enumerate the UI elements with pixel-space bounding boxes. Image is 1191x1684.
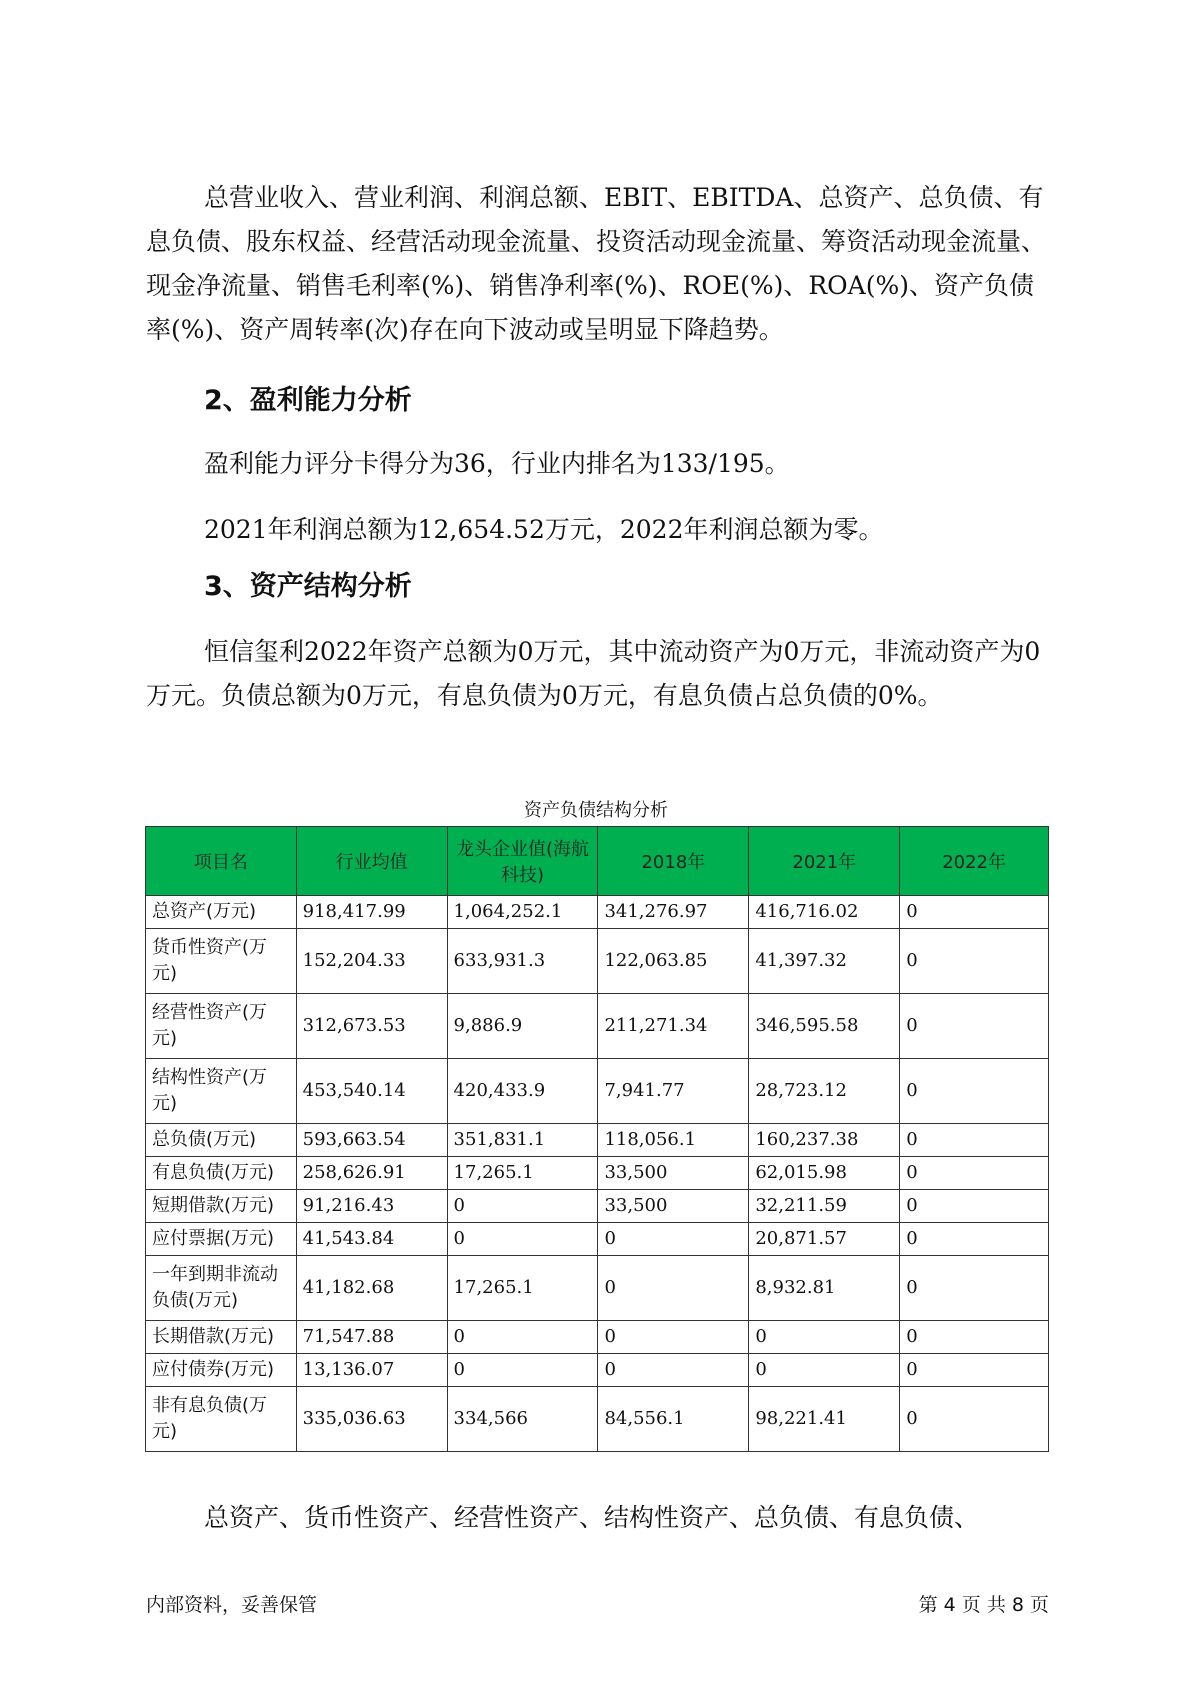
cell-value: 7,941.77 [598, 1059, 749, 1124]
row-label: 应付债券(万元) [146, 1354, 297, 1387]
table-row [146, 1354, 1049, 1387]
footer-page-number: 第 4 页 共 8 页 [918, 1594, 1049, 1616]
table-row [146, 1223, 1049, 1256]
cell-value: 918,417.99 [296, 896, 447, 929]
header-2018: 2018年 [598, 827, 749, 896]
cell-value: 33,500 [598, 1190, 749, 1223]
table-row [146, 1387, 1049, 1452]
table-row [146, 1157, 1049, 1190]
cell-value: 0 [900, 994, 1049, 1059]
cell-value: 0 [900, 1157, 1049, 1190]
cell-value: 152,204.33 [296, 929, 447, 994]
cell-value: 122,063.85 [598, 929, 749, 994]
cell-value: 341,276.97 [598, 896, 749, 929]
row-label: 一年到期非流动负债(万元) [146, 1256, 297, 1321]
section2-heading: 2、盈利能力分析 [204, 385, 412, 416]
cell-value: 0 [900, 1190, 1049, 1223]
cell-value: 160,237.38 [749, 1124, 900, 1157]
row-label: 应付票据(万元) [146, 1223, 297, 1256]
header-2021: 2021年 [749, 827, 900, 896]
cell-value: 0 [900, 929, 1049, 994]
table-row [146, 1059, 1049, 1124]
row-label: 有息负债(万元) [146, 1157, 297, 1190]
cell-value: 91,216.43 [296, 1190, 447, 1223]
cell-value: 62,015.98 [749, 1157, 900, 1190]
cell-value: 0 [900, 1124, 1049, 1157]
cell-value: 0 [749, 1354, 900, 1387]
cell-value: 0 [447, 1190, 598, 1223]
row-label: 总资产(万元) [146, 896, 297, 929]
cell-value: 0 [900, 1387, 1049, 1452]
cell-value: 0 [900, 1223, 1049, 1256]
cell-value: 17,265.1 [447, 1256, 598, 1321]
cell-value: 41,182.68 [296, 1256, 447, 1321]
cell-value: 0 [447, 1354, 598, 1387]
cell-value: 416,716.02 [749, 896, 900, 929]
asset-structure-text: 恒信玺利2022年资产总额为0万元，其中流动资产为0万元，非流动资产为0万元。负债总额为0万元，有息负债为0万元，有息负债占总负债的0%。 [146, 637, 1041, 710]
header-2022: 2022年 [900, 827, 1049, 896]
row-label: 结构性资产(万元) [146, 1059, 297, 1124]
cell-value: 0 [749, 1321, 900, 1354]
table-row [146, 994, 1049, 1059]
cell-value: 335,036.63 [296, 1387, 447, 1452]
cell-value: 312,673.53 [296, 994, 447, 1059]
footer-confidential-note: 内部资料，妥善保管 [146, 1594, 318, 1616]
table-row [146, 1190, 1049, 1223]
cell-value: 17,265.1 [447, 1157, 598, 1190]
cell-value: 334,566 [447, 1387, 598, 1452]
table-row [146, 1256, 1049, 1321]
cell-value: 41,397.32 [749, 929, 900, 994]
header-industry-average: 行业均值 [296, 827, 447, 896]
cell-value: 0 [598, 1256, 749, 1321]
profit-total-text: 2021年利润总额为12,654.52万元，2022年利润总额为零。 [204, 515, 884, 544]
cell-value: 0 [598, 1223, 749, 1256]
cell-value: 33,500 [598, 1157, 749, 1190]
cell-value: 420,433.9 [447, 1059, 598, 1124]
intro-paragraph: 总营业收入、营业利润、利润总额、EBIT、EBITDA、总资产、总负债、有息负债、股东权益、经营活动现金流量、投资活动现金流量、筹资活动现金流量、现金净流量、销售毛利率(%)、销售净利率(%)、ROE(%)、ROA(%)、资产负债率(%)、资产周转率(次)存在向下波动或呈明显下降趋势。 [146, 183, 1047, 344]
cell-value: 0 [900, 1059, 1049, 1124]
cell-value: 346,595.58 [749, 994, 900, 1059]
cell-value: 98,221.41 [749, 1387, 900, 1452]
cell-value: 28,723.12 [749, 1059, 900, 1124]
cell-value: 0 [900, 1354, 1049, 1387]
balance-structure-table [145, 826, 1049, 1452]
row-label: 非有息负债(万元) [146, 1387, 297, 1452]
table-header-row [146, 827, 1049, 896]
cell-value: 351,831.1 [447, 1124, 598, 1157]
cell-value: 9,886.9 [447, 994, 598, 1059]
cell-value: 1,064,252.1 [447, 896, 598, 929]
cell-value: 0 [447, 1223, 598, 1256]
cell-value: 118,056.1 [598, 1124, 749, 1157]
cell-value: 41,543.84 [296, 1223, 447, 1256]
cell-value: 8,932.81 [749, 1256, 900, 1321]
table-row [146, 1321, 1049, 1354]
cell-value: 84,556.1 [598, 1387, 749, 1452]
table-row [146, 929, 1049, 994]
closing-paragraph: 总资产、货币性资产、经营性资产、结构性资产、总负债、有息负债、 [204, 1503, 980, 1532]
row-label: 经营性资产(万元) [146, 994, 297, 1059]
cell-value: 633,931.3 [447, 929, 598, 994]
row-label: 货币性资产(万元) [146, 929, 297, 994]
table-row [146, 896, 1049, 929]
profitability-score-text: 盈利能力评分卡得分为36，行业内排名为133/195。 [204, 449, 790, 478]
row-label: 短期借款(万元) [146, 1190, 297, 1223]
cell-value: 0 [900, 1256, 1049, 1321]
section3-heading: 3、资产结构分析 [204, 571, 412, 602]
cell-value: 32,211.59 [749, 1190, 900, 1223]
cell-value: 211,271.34 [598, 994, 749, 1059]
cell-value: 0 [900, 896, 1049, 929]
cell-value: 0 [598, 1321, 749, 1354]
cell-value: 0 [598, 1354, 749, 1387]
cell-value: 0 [447, 1321, 598, 1354]
table-caption: 资产负债结构分析 [524, 800, 668, 821]
cell-value: 20,871.57 [749, 1223, 900, 1256]
header-item-name: 项目名 [146, 827, 297, 896]
cell-value: 593,663.54 [296, 1124, 447, 1157]
table-row [146, 1124, 1049, 1157]
cell-value: 0 [900, 1321, 1049, 1354]
header-leader-value: 龙头企业值(海航科技) [447, 827, 598, 896]
cell-value: 258,626.91 [296, 1157, 447, 1190]
cell-value: 71,547.88 [296, 1321, 447, 1354]
row-label: 总负债(万元) [146, 1124, 297, 1157]
row-label: 长期借款(万元) [146, 1321, 297, 1354]
cell-value: 453,540.14 [296, 1059, 447, 1124]
cell-value: 13,136.07 [296, 1354, 447, 1387]
